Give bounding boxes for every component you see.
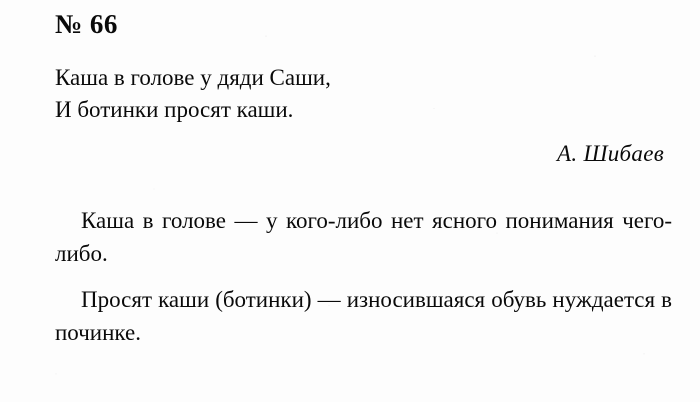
verse-author: А. Шибаев (557, 141, 664, 166)
verse-line: Каша в голове у дяди Саши, (55, 64, 331, 90)
definition-item: Просят каши (ботинки) — износившаяся обувь нуждается в починке. (55, 287, 672, 345)
section-spacer (55, 167, 682, 205)
verse-line: И ботинки просят каши. (55, 97, 294, 123)
verse-block (55, 62, 682, 127)
definition-item: Каша в голове — у кого-либо нет ясного понимания чего-либо. (55, 208, 672, 266)
exercise-number: № 66 (55, 9, 118, 39)
